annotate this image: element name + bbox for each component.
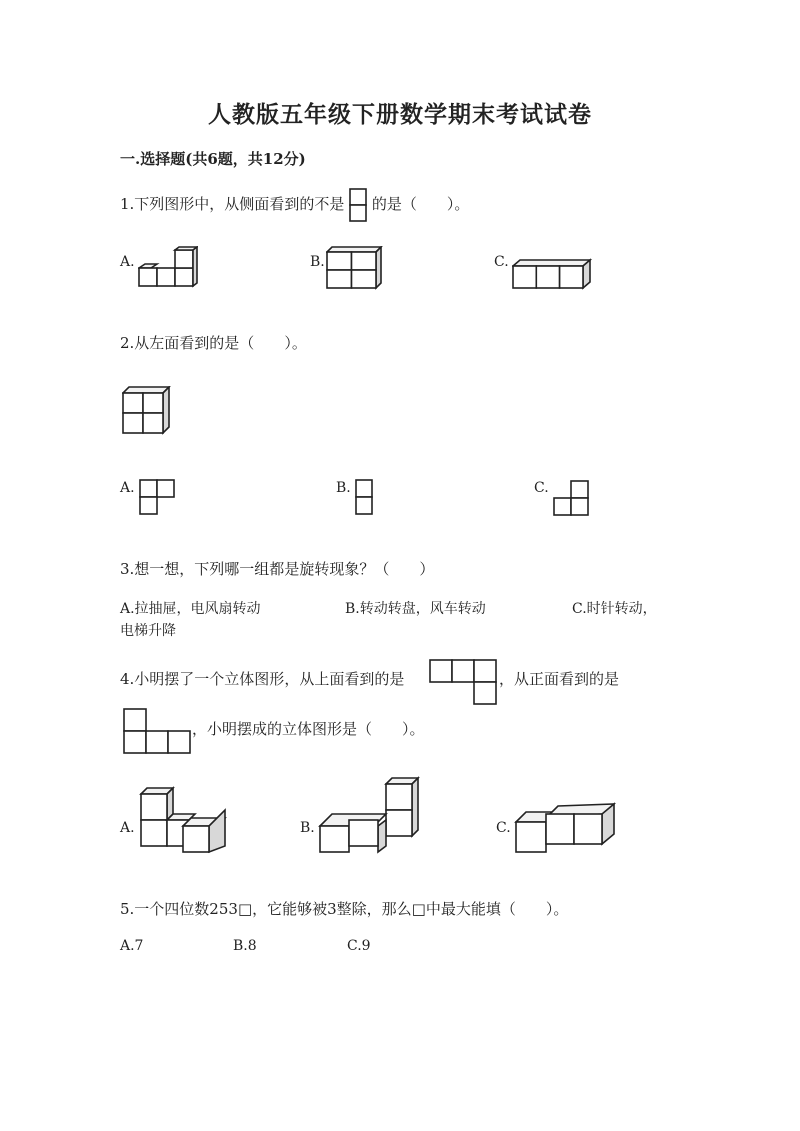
q3-option-a[interactable]: A.拉抽屉，电风扇转动 [120, 601, 261, 617]
section-heading: 一.选择题(共6题，共12分) [120, 150, 306, 168]
q2-option-c-label[interactable]: C. [534, 480, 549, 496]
question-2-text: 2.从左面看到的是（ ）。 [120, 334, 307, 352]
front-view-figure [123, 708, 191, 754]
question-1 [120, 188, 469, 222]
q2-option-b-label[interactable]: B. [336, 480, 351, 496]
question-1-text: 1.下列图形中，从侧面看到的不是 [120, 195, 345, 213]
q1-option-b-label[interactable]: B. [310, 254, 325, 270]
q2-cube-figure [122, 386, 172, 436]
question-5-text: 5.一个四位数253□，它能够被3整除，那么□中最大能填（ ）。 [120, 900, 569, 918]
top-view-figure [429, 659, 497, 705]
q4-option-c-label[interactable]: C. [496, 820, 511, 836]
q4-option-b-figure[interactable] [318, 776, 424, 858]
page-title: 人教版五年级下册数学期末考试试卷 [208, 101, 592, 128]
q3-option-c[interactable]: C.时针转动， [572, 601, 657, 617]
q2-option-a-figure[interactable] [139, 479, 175, 515]
q5-option-a[interactable]: A.7 [120, 938, 144, 954]
question-1-text-after: 的是（ ）。 [371, 195, 470, 213]
question-4-text-after: ，小明摆成的立体图形是（ ）。 [192, 720, 425, 738]
q1-option-a-label[interactable]: A. [120, 254, 135, 270]
q4-option-a-label[interactable]: A. [120, 820, 135, 836]
q5-option-c[interactable]: C.9 [347, 938, 371, 954]
q2-option-a-label[interactable]: A. [120, 480, 135, 496]
q1-option-b-figure[interactable] [326, 246, 384, 290]
q3-option-c-continued: 电梯升降 [120, 623, 176, 639]
two-square-vertical-figure [349, 188, 367, 222]
q1-option-c-label[interactable]: C. [494, 254, 509, 270]
q2-option-c-figure[interactable] [552, 480, 590, 516]
q4-option-a-figure[interactable] [139, 786, 231, 856]
q1-option-a-figure[interactable] [138, 246, 198, 290]
question-4-text-middle: ，从正面看到的是 [499, 670, 620, 688]
q4-option-c-figure[interactable] [514, 800, 618, 856]
q3-option-b[interactable]: B.转动转盘，风车转动 [345, 601, 486, 617]
q5-option-b[interactable]: B.8 [233, 938, 257, 954]
question-3-text: 3.想一想，下列哪一组都是旋转现象？（ ） [120, 560, 435, 578]
question-4-text-before: 4.小明摆了一个立体图形，从上面看到的是 [120, 670, 405, 688]
q4-option-b-label[interactable]: B. [300, 820, 315, 836]
q1-option-c-figure[interactable] [512, 258, 594, 290]
q2-option-b-figure[interactable] [355, 479, 373, 515]
